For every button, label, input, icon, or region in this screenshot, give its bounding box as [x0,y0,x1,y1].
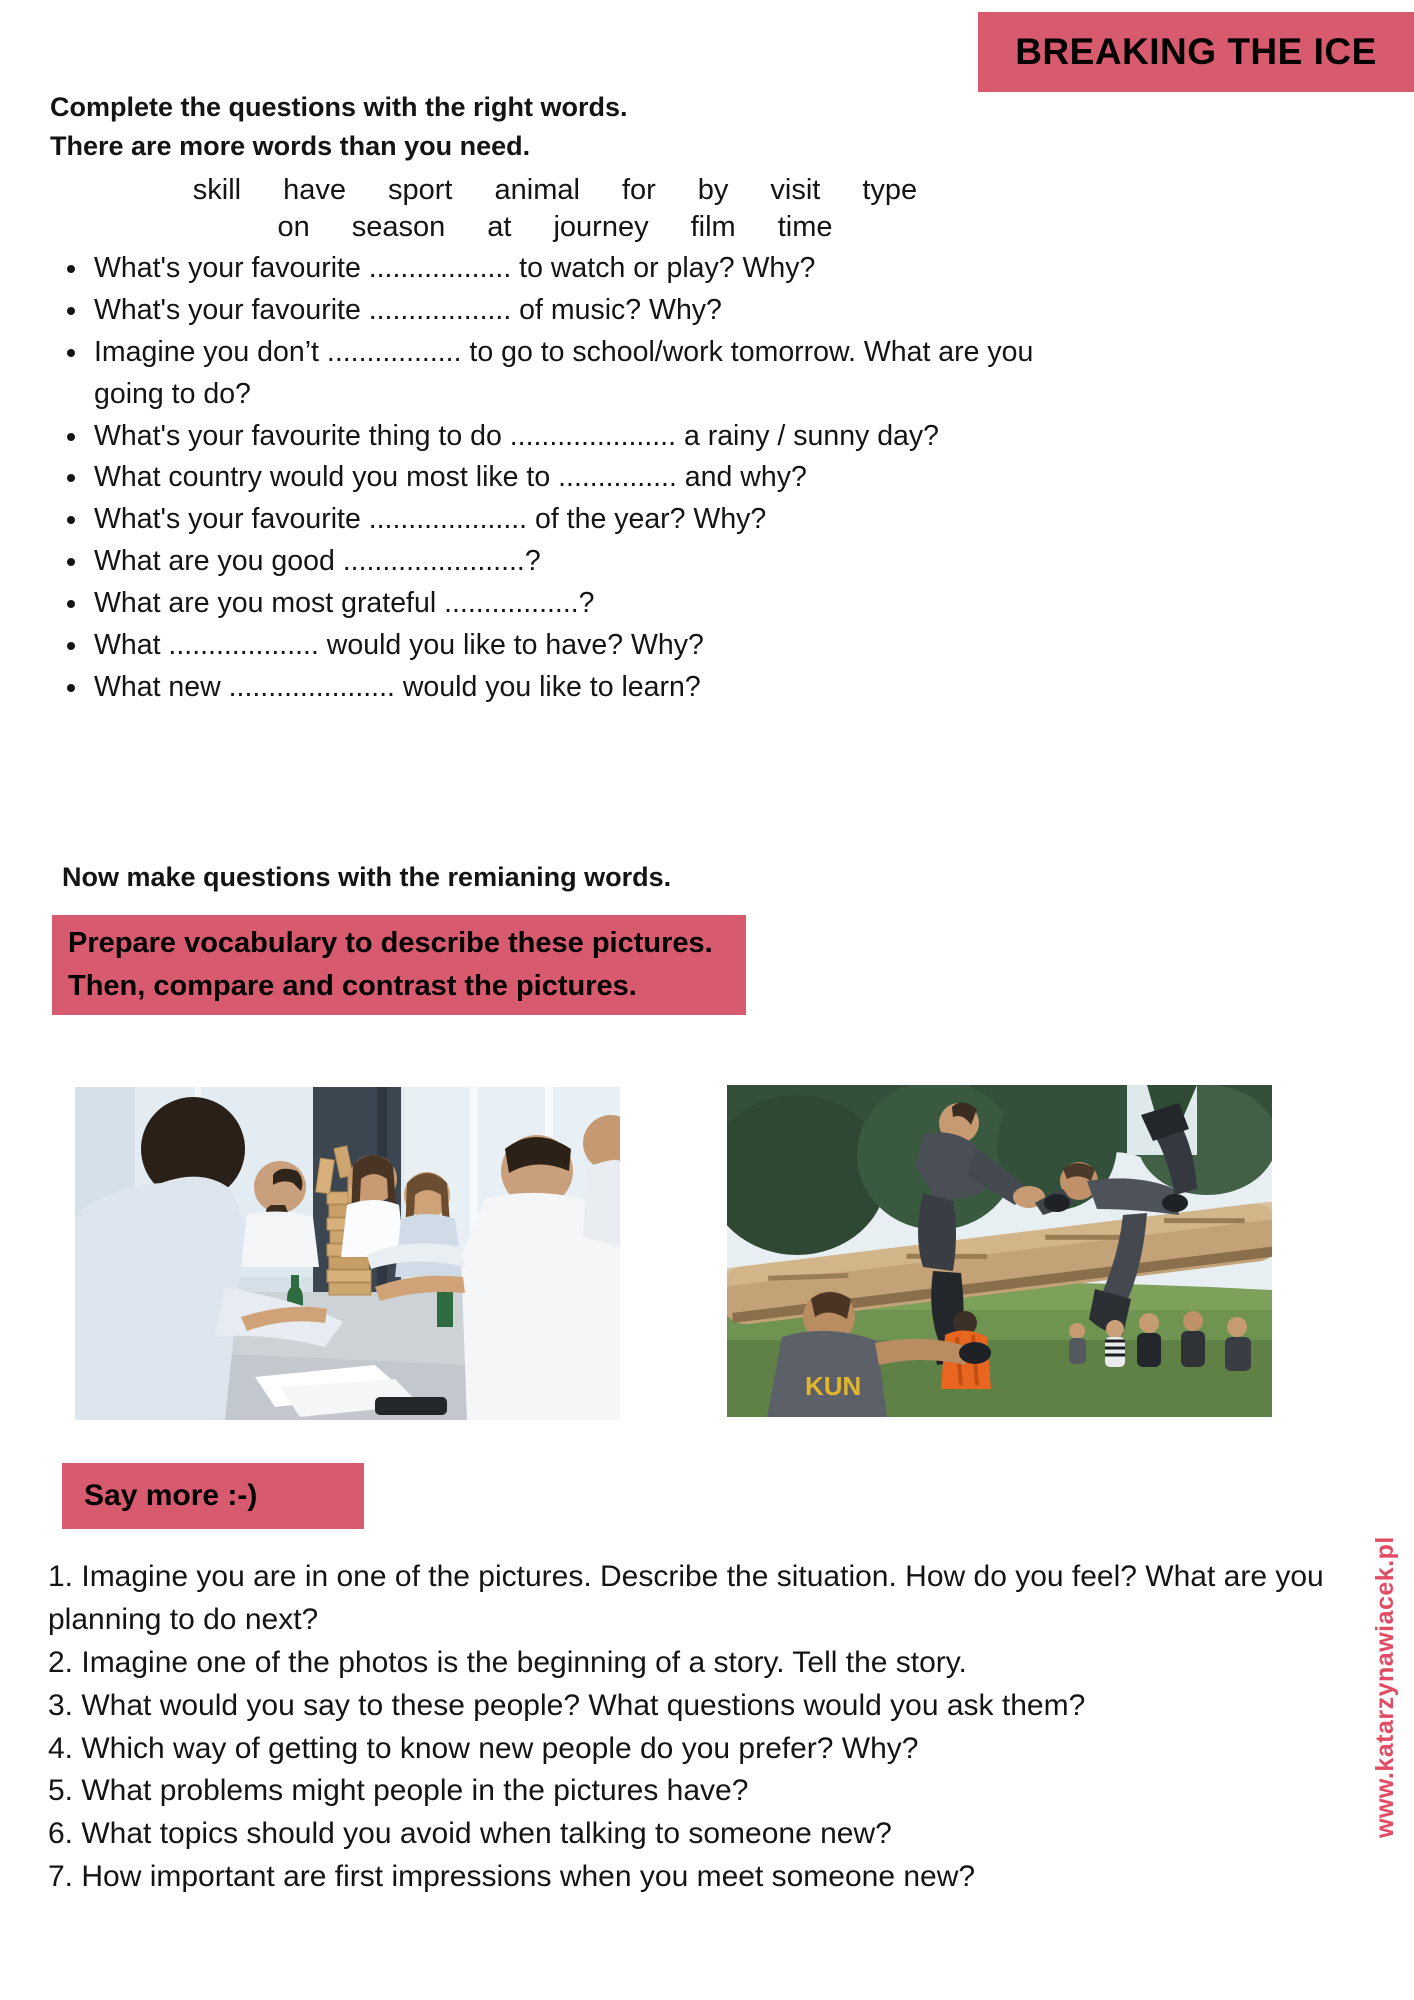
word-bank-word: type [862,174,918,206]
question-item: • What are you good .......................? [90,541,1067,583]
task3-question-item: 4. Which way of getting to know new people do you prefer? Why? [48,1731,919,1765]
question-item: • What are you most grateful .................? [90,583,1067,625]
question-item: • What's your favourite thing to do ..................... a rainy / sunny day? [90,416,1067,458]
task3-question-list [48,1556,1348,1899]
word-bank-row1 [50,172,1060,209]
task3-question-item: 2. Imagine one of the photos is the beginning of a story. Tell the story. [48,1645,967,1679]
question-item: • What ................... would you like to have? Why? [90,625,1067,667]
shirt-text: KUN [805,1371,862,1401]
task3-question-item: 6. What topics should you avoid when talking to someone new? [48,1817,892,1851]
photo-obstacle-course [727,1085,1272,1417]
task2-banner-line1: Prepare vocabulary to describe these pictures. [68,926,713,959]
photo-office-game-illustration [75,1087,620,1420]
word-bank-word: animal [494,174,580,206]
page-title: BREAKING THE ICE [978,12,1414,92]
word-bank-word: by [697,174,729,206]
task3-question-item: 7. How important are first impressions when you meet someone new? [48,1860,976,1894]
question-item: • What country would you most like to ............... and why? [90,457,1067,499]
photo-office-game [75,1087,620,1420]
task3-question-item: 1. Imagine you are in one of the pictures. Describe the situation. How do you feel? What are you planning to do next? [48,1560,1324,1636]
task1-question-list [62,248,1067,709]
word-bank-word: for [621,174,656,206]
word-bank-word: sport [388,174,453,206]
task3-question-item: 3. What would you say to these people? What questions would you ask them? [48,1688,1086,1722]
task2-banner-line2: Then, compare and contrast the pictures. [68,970,637,1002]
word-bank-word: skill [192,174,242,206]
word-bank-word: have [283,174,347,206]
question-item: • Imagine you don’t ................. to go to school/work tomorrow. What are you going to do? [90,332,1067,416]
task1-instructions [50,88,628,166]
saymore-banner: Say more :-) [62,1463,364,1529]
word-bank-word: journey [553,211,649,244]
word-bank [50,172,1060,246]
word-bank-word: on [277,211,310,244]
question-items [62,248,1067,709]
question-item: • What's your favourite .................. to watch or play? Why? [90,248,1067,290]
word-bank-word: visit [770,174,821,206]
word-bank-word: time [777,211,833,244]
task1-followup: Now make questions with the remianing words. [62,862,672,892]
task3-question-item: 5. What problems might people in the pictures have? [48,1774,749,1808]
task1-instructions-line1: Complete the questions with the right words. [50,92,628,122]
task2-banner [52,915,746,1015]
word-bank-row2 [50,209,1060,246]
question-item: • What's your favourite .................... of the year? Why? [90,499,1067,541]
website-watermark: www.katarzynawiacek.pl [1371,1536,1399,1838]
question-item: • What's your favourite .................. of music? Why? [90,290,1067,332]
question-item: • What new ..................... would you like to learn? [90,667,1067,709]
photo-obstacle-course-illustration [727,1085,1272,1417]
task1-instructions-line2: There are more words than you need. [50,131,531,162]
word-bank-word: at [487,211,512,244]
word-bank-word: season [351,211,446,244]
word-bank-word: film [690,211,736,244]
